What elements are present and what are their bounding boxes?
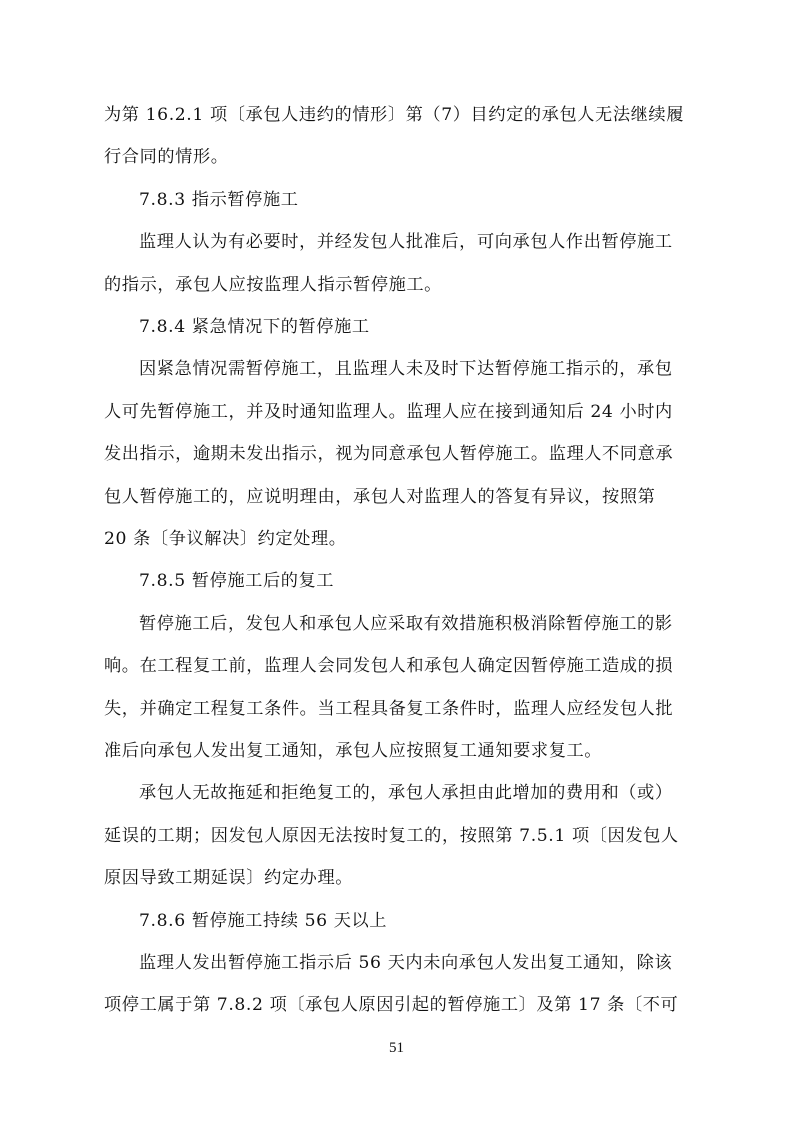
body-text-line: 包人暂停施工的，应说明理由，承包人对监理人的答复有异议，按照第 [104,487,656,507]
body-text-line: 承包人无故拖延和拒绝复工的，承包人承担由此增加的费用和（或） [139,783,673,803]
section-heading-7-8-3: 7.8.3 指示暂停施工 [139,190,299,210]
body-text-line: 人可先暂停施工，并及时通知监理人。监理人应在接到通知后 24 小时内 [104,402,673,422]
body-text-line: 项停工属于第 7.8.2 项〔承包人原因引起的暂停施工〕及第 17 条〔不可 [104,995,679,1015]
section-heading-7-8-5: 7.8.5 暂停施工后的复工 [139,571,335,591]
page-number: 51 [389,1040,404,1056]
body-text-line: 失，并确定工程复工条件。当工程具备复工条件时，监理人应经发包人批 [104,699,674,719]
section-heading-7-8-4: 7.8.4 紧急情况下的暂停施工 [139,317,370,337]
section-heading-7-8-6: 7.8.6 暂停施工持续 56 天以上 [139,911,388,931]
body-text-line: 暂停施工后，发包人和承包人应采取有效措施积极消除暂停施工的影 [139,614,673,634]
body-text-line: 监理人认为有必要时，并经发包人批准后，可向承包人作出暂停施工 [139,232,673,252]
body-text-line: 因紧急情况需暂停施工，且监理人未及时下达暂停施工指示的，承包 [139,359,673,379]
body-text-line: 20 条〔争议解决〕约定处理。 [104,529,347,549]
body-text-line: 原因导致工期延误〕约定办理。 [104,868,354,888]
body-text-line: 的指示，承包人应按监理人指示暂停施工。 [104,275,442,295]
body-text-line: 监理人发出暂停施工指示后 56 天内未向承包人发出复工通知，除该 [139,953,673,973]
body-text-line: 发出指示，逾期未发出指示，视为同意承包人暂停施工。监理人不同意承 [104,444,674,464]
body-text-line: 响。在工程复工前，监理人会同发包人和承包人确定因暂停施工造成的损 [104,656,674,676]
body-text-line: 准后向承包人发出复工通知，承包人应按照复工通知要求复工。 [104,741,603,761]
body-text-line: 延误的工期；因发包人原因无法按时复工的，按照第 7.5.1 项〔因发包人 [104,826,679,846]
body-text-line: 为第 16.2.1 项〔承包人违约的情形〕第（7）目约定的承包人无法继续履 [104,105,684,125]
body-text-line: 行合同的情形。 [104,147,229,167]
